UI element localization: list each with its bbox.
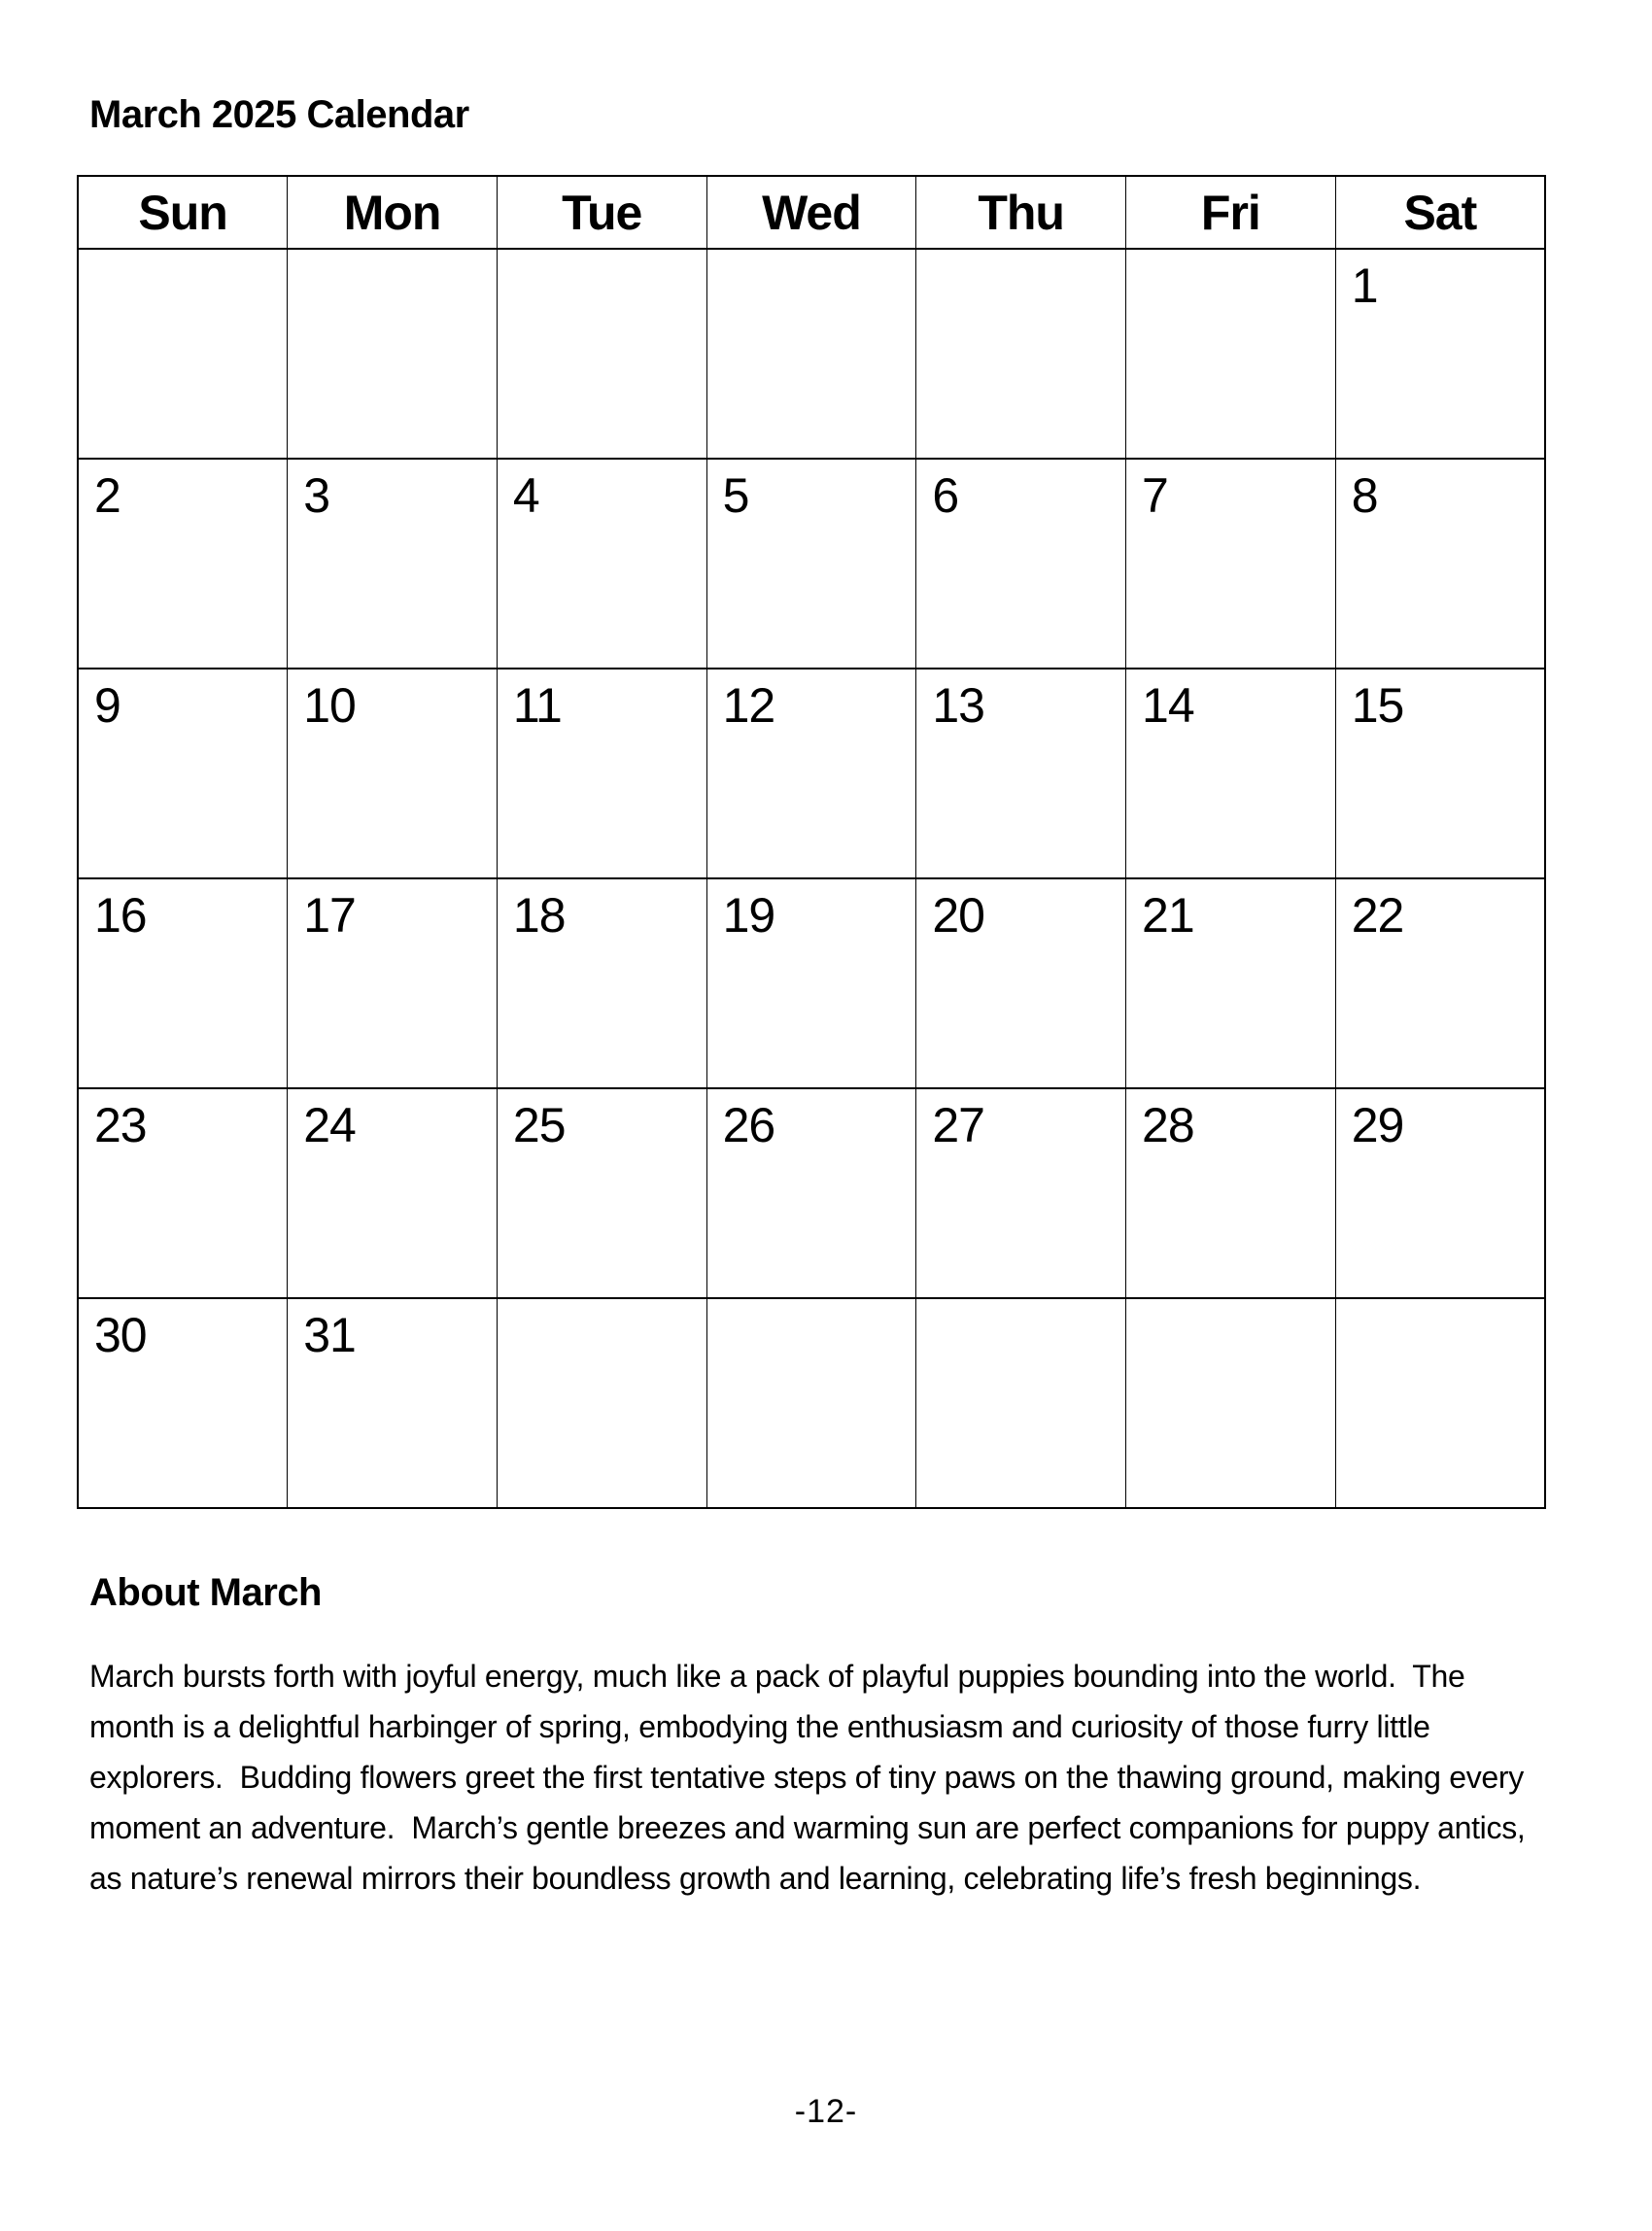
day-number xyxy=(707,1299,916,1309)
calendar-cell xyxy=(916,459,1126,669)
calendar-cell xyxy=(706,669,916,878)
day-number: 13 xyxy=(932,678,984,733)
day-header-sun: Sun xyxy=(78,176,288,249)
day-number: 30 xyxy=(94,1308,147,1362)
calendar-cell xyxy=(1335,249,1545,459)
day-number: 22 xyxy=(1351,888,1404,943)
calendar-cell xyxy=(1126,878,1336,1088)
page-title: March 2025 Calendar xyxy=(89,93,469,136)
calendar-cell xyxy=(288,669,498,878)
calendar-cell xyxy=(497,669,706,878)
calendar-cell xyxy=(288,249,498,459)
calendar-cell xyxy=(1126,1298,1336,1508)
calendar-cell xyxy=(916,249,1126,459)
calendar-cell xyxy=(916,1298,1126,1508)
day-number: 3 xyxy=(303,468,330,523)
day-header-tue: Tue xyxy=(497,176,706,249)
week-row-1 xyxy=(78,249,1545,459)
calendar-cell xyxy=(916,1088,1126,1298)
calendar-header xyxy=(78,176,1545,249)
week-row-4 xyxy=(78,878,1545,1088)
day-header-wed: Wed xyxy=(706,176,916,249)
calendar-cell xyxy=(916,669,1126,878)
calendar-cell xyxy=(497,1088,706,1298)
day-number: 1 xyxy=(1351,258,1378,313)
calendar-cell xyxy=(497,878,706,1088)
calendar-cell xyxy=(288,1088,498,1298)
day-number: 25 xyxy=(512,1098,566,1152)
day-number: 2 xyxy=(94,468,120,523)
calendar-cell xyxy=(1335,1298,1545,1508)
week-row-6 xyxy=(78,1298,1545,1508)
calendar-cell xyxy=(706,1298,916,1508)
calendar-cell xyxy=(78,249,288,459)
day-number: 29 xyxy=(1351,1098,1404,1152)
calendar-cell xyxy=(706,878,916,1088)
calendar-cell xyxy=(78,1088,288,1298)
day-number: 7 xyxy=(1142,468,1168,523)
week-row-5 xyxy=(78,1088,1545,1298)
day-number: 26 xyxy=(722,1098,775,1152)
calendar-cell xyxy=(497,459,706,669)
day-number xyxy=(707,250,916,259)
calendar-cell xyxy=(1335,459,1545,669)
day-number: 15 xyxy=(1351,678,1404,733)
day-number: 28 xyxy=(1142,1098,1194,1152)
calendar-table xyxy=(77,175,1546,1509)
calendar-cell xyxy=(78,669,288,878)
calendar-cell xyxy=(1126,1088,1336,1298)
day-number: 8 xyxy=(1351,468,1378,523)
day-number: 20 xyxy=(932,888,984,943)
day-number: 31 xyxy=(303,1308,356,1362)
day-number: 14 xyxy=(1142,678,1194,733)
day-number: 5 xyxy=(722,468,749,523)
day-number xyxy=(79,250,287,259)
calendar-cell xyxy=(497,1298,706,1508)
calendar-cell xyxy=(78,878,288,1088)
day-header-mon: Mon xyxy=(288,176,498,249)
day-number: 23 xyxy=(94,1098,147,1152)
calendar-cell xyxy=(706,249,916,459)
calendar-cell xyxy=(78,1298,288,1508)
calendar-cell xyxy=(1126,249,1336,459)
about-heading: About March xyxy=(89,1571,322,1614)
calendar-cell xyxy=(288,1298,498,1508)
calendar-cell xyxy=(497,249,706,459)
calendar-body xyxy=(78,249,1545,1508)
day-number xyxy=(288,250,497,259)
day-number xyxy=(916,1299,1125,1309)
day-header-sat: Sat xyxy=(1335,176,1545,249)
day-number: 17 xyxy=(303,888,356,943)
document-page xyxy=(0,93,1652,2231)
week-row-2 xyxy=(78,459,1545,669)
calendar-cell xyxy=(706,1088,916,1298)
calendar-cell xyxy=(706,459,916,669)
day-number: 11 xyxy=(512,678,562,733)
day-number: 24 xyxy=(303,1098,356,1152)
day-number: 18 xyxy=(512,888,566,943)
page-number: -12- xyxy=(794,2093,858,2130)
calendar-cell xyxy=(1335,669,1545,878)
day-number: 27 xyxy=(932,1098,984,1152)
day-number xyxy=(1126,1299,1335,1309)
day-number: 21 xyxy=(1142,888,1194,943)
calendar-cell xyxy=(1335,878,1545,1088)
day-number xyxy=(498,1299,706,1309)
day-number: 6 xyxy=(932,468,959,523)
week-row-3 xyxy=(78,669,1545,878)
day-number: 16 xyxy=(94,888,147,943)
day-number xyxy=(1336,1299,1544,1309)
day-header-thu: Thu xyxy=(916,176,1126,249)
day-number xyxy=(916,250,1125,259)
calendar-cell xyxy=(1335,1088,1545,1298)
day-number: 12 xyxy=(722,678,775,733)
calendar-cell xyxy=(288,459,498,669)
day-header-row xyxy=(78,176,1545,249)
calendar-cell xyxy=(1126,669,1336,878)
day-number: 4 xyxy=(512,468,539,523)
calendar-cell xyxy=(288,878,498,1088)
day-number: 10 xyxy=(303,678,356,733)
day-number: 9 xyxy=(94,678,120,733)
day-number xyxy=(1126,250,1335,259)
calendar-cell xyxy=(916,878,1126,1088)
about-paragraph: March bursts forth with joyful energy, much like a pack of playful puppies bounding into the world. The month is a delightful harbinger of spring, embodying the enthusiasm and curiosity of those furry little explorers. Budding flowers greet the first tentative steps of tiny paws on the thawing ground, making every moment an adventure. March’s gentle breezes and warming sun are perfect companions for puppy antics, as nature’s renewal mirrors their boundless growth and learning, celebrating life’s fresh beginnings. xyxy=(89,1659,1534,1896)
calendar-cell xyxy=(78,459,288,669)
day-number xyxy=(498,250,706,259)
day-header-fri: Fri xyxy=(1126,176,1336,249)
day-number: 19 xyxy=(722,888,775,943)
calendar-cell xyxy=(1126,459,1336,669)
